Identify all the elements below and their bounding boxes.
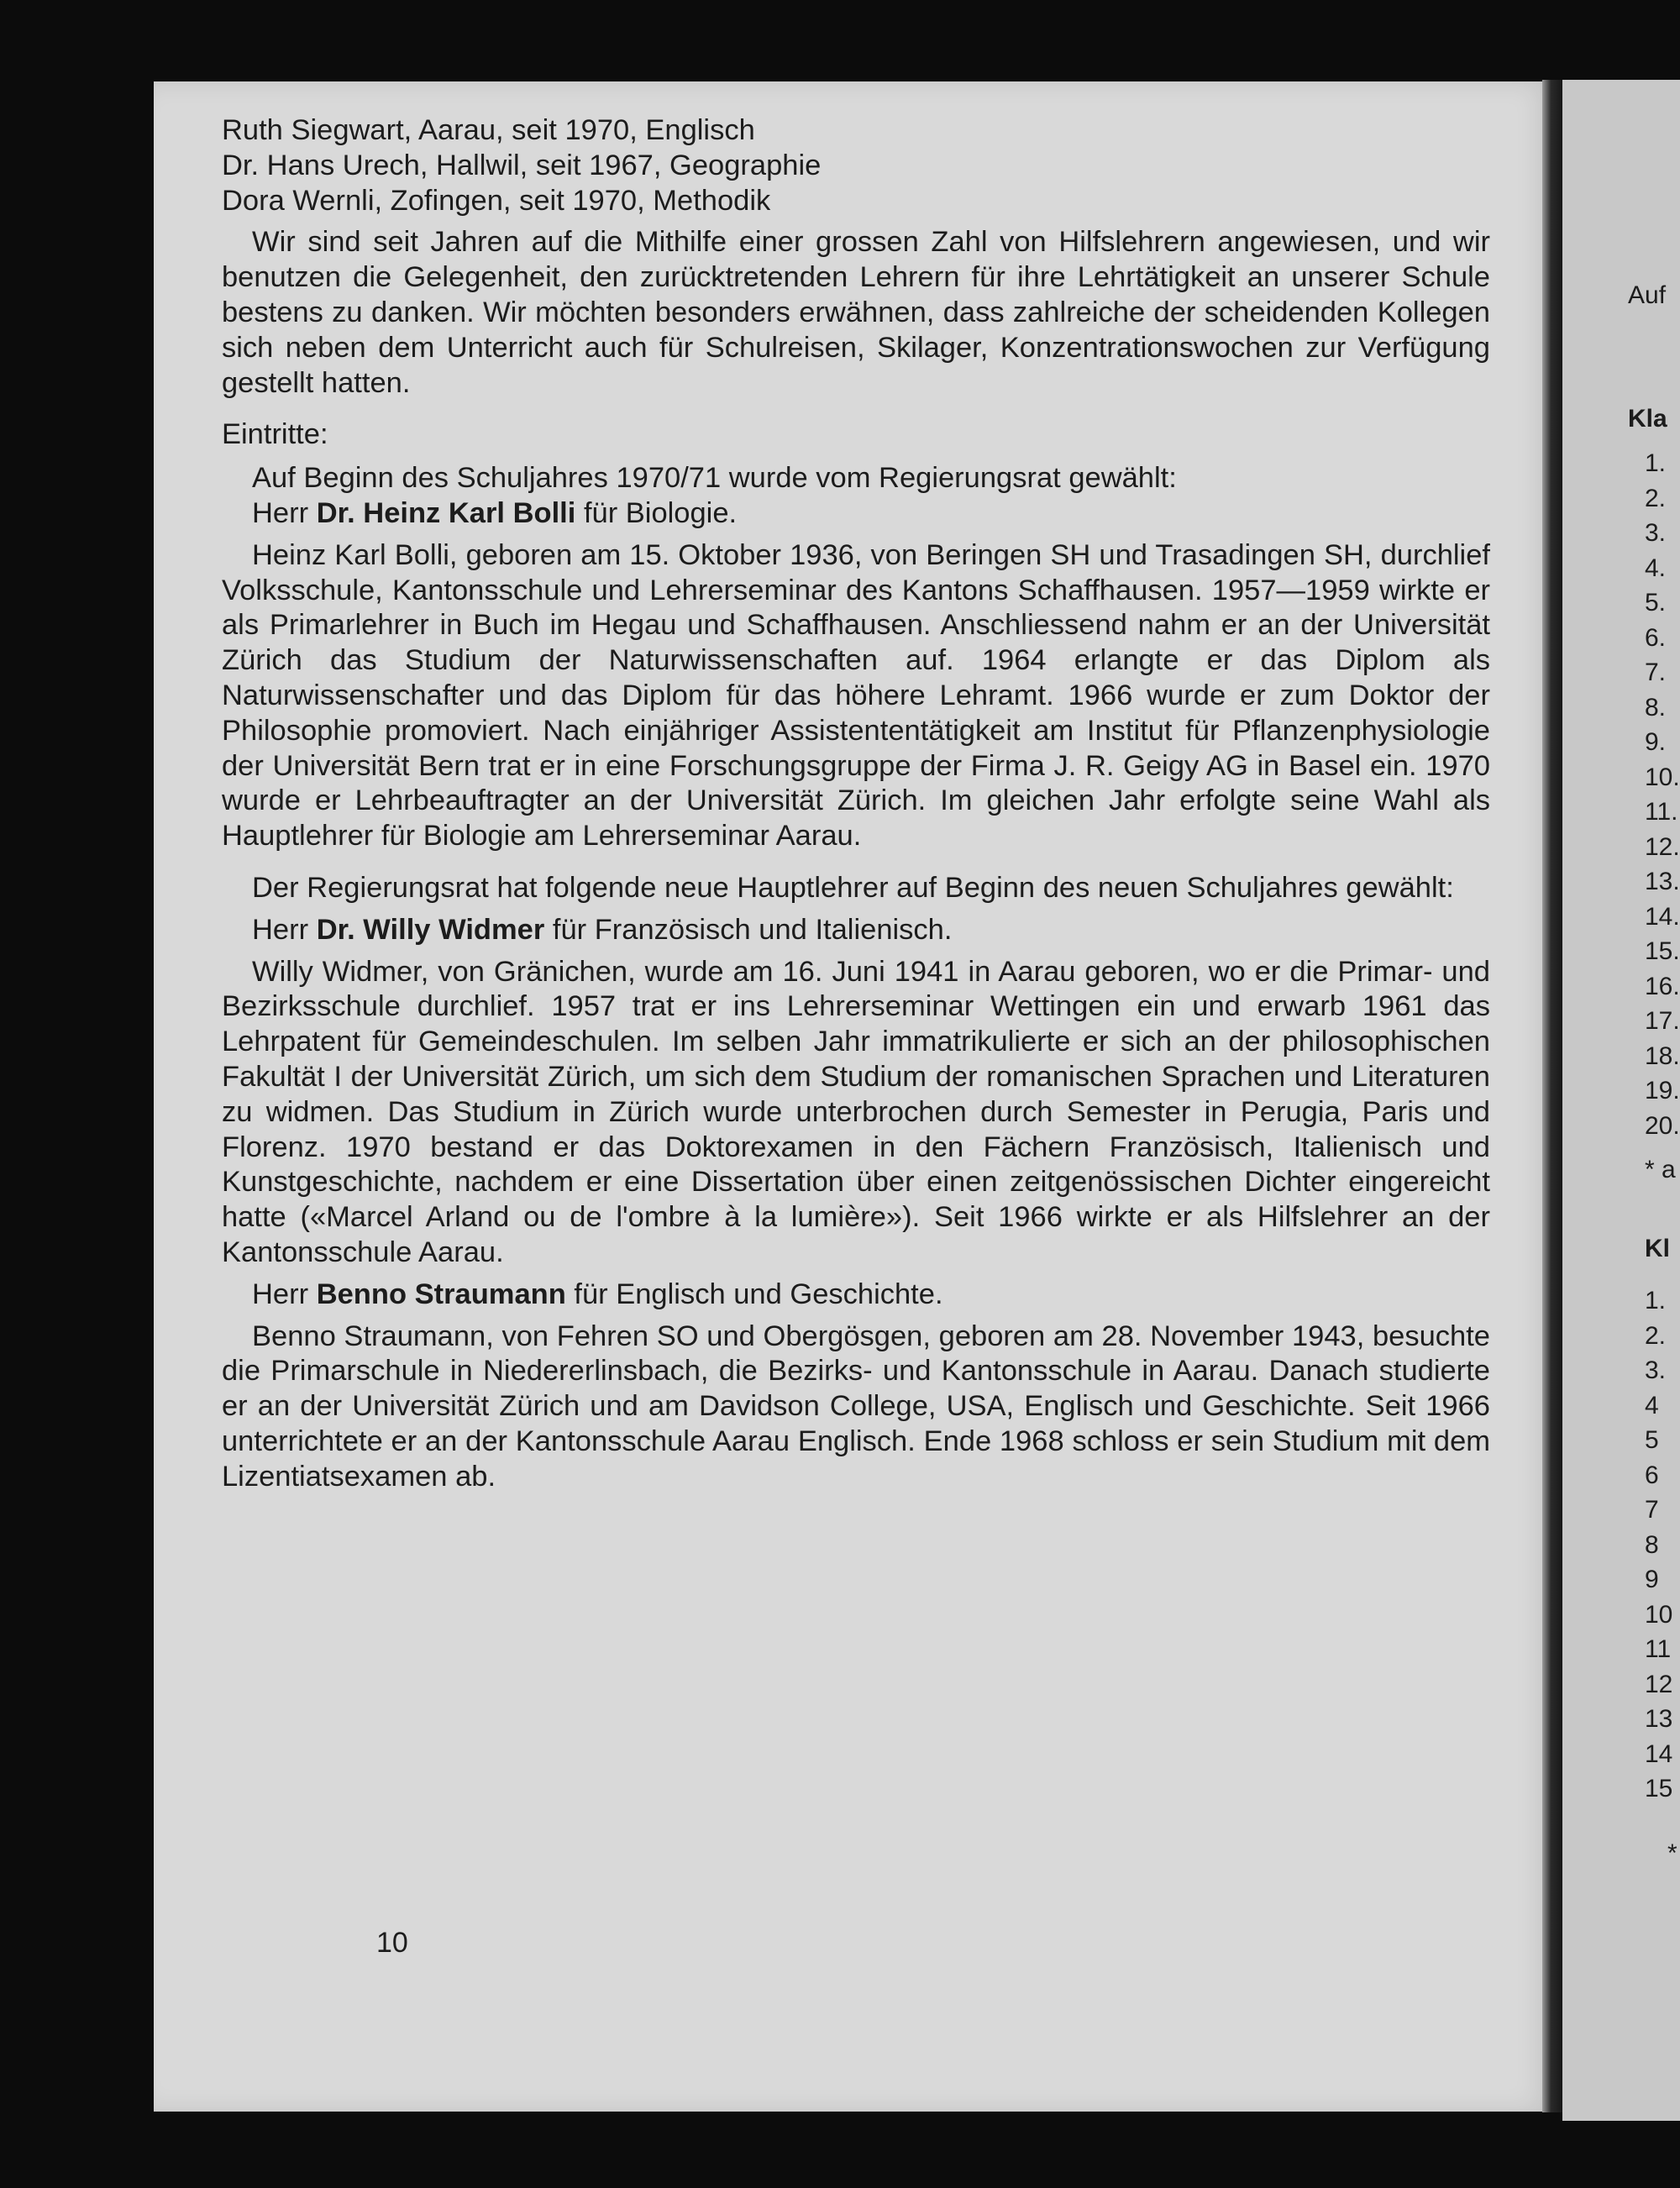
right-page-heading-2: Kl xyxy=(1645,1235,1670,1262)
right-page-list-1-item-7: 7. xyxy=(1645,658,1667,686)
name-widmer: Dr. Willy Widmer xyxy=(316,913,545,946)
staff-line-siegwart: Ruth Siegwart, Aarau, seit 1970, Englisch xyxy=(222,114,755,146)
right-page-list-1-item-3: 3. xyxy=(1645,519,1667,547)
right-page-list-2-item-5: 5 xyxy=(1645,1426,1659,1454)
right-page-list-2-item-8: 8 xyxy=(1645,1530,1659,1559)
right-page-list-1-item-15: 15. xyxy=(1645,937,1680,965)
right-page-note-1: * a xyxy=(1645,1156,1676,1183)
right-page-list-1-item-13: 13. xyxy=(1645,868,1680,895)
staff-line-urech: Dr. Hans Urech, Hallwil, seit 1967, Geographie xyxy=(222,149,822,181)
right-page-list-1-item-9: 9. xyxy=(1645,728,1667,756)
appointment-bolli: Herr Dr. Heinz Karl Bolli für Biologie. xyxy=(252,496,738,529)
right-page-list-1-item-20: 20. xyxy=(1645,1111,1680,1140)
right-page-list-1-item-4: 4. xyxy=(1645,554,1667,582)
right-page-list-1-item-6: 6. xyxy=(1645,623,1667,652)
right-page-list-2-item-14: 14 xyxy=(1645,1739,1673,1768)
appointment-straumann: Herr Benno Straumann für Englisch und Geschichte. xyxy=(252,1278,943,1310)
book-gutter xyxy=(1542,80,1564,2112)
name-straumann: Benno Straumann xyxy=(316,1278,566,1310)
right-page-list-1-item-2: 2. xyxy=(1645,484,1667,512)
appointment-widmer: Herr Dr. Willy Widmer für Französisch und Italienisch. xyxy=(252,913,953,946)
paragraph-thanks: Wir sind seit Jahren auf die Mithilfe einer grossen Zahl von Hilfslehrern angewiesen, und wir benutzen die Gelegenheit, den zurücktretenden Lehrern für ihre Lehrtätigkeit an unserer Schule bestens zu danken. Wir möchten besonders erwähnen, dass zahlreiche der scheidenden Kollegen sich neben dem Unterricht auch für Schulreisen, Skilager, Konzentrationswochen zur Verfügung gestellt hatten. xyxy=(222,226,1490,399)
right-page-list-2-item-10: 10 xyxy=(1645,1600,1673,1629)
right-page-list-2-item-4: 4 xyxy=(1645,1391,1659,1419)
staff-line-wernli: Dora Wernli, Zofingen, seit 1970, Methodik xyxy=(222,184,771,217)
right-page-note-2: * xyxy=(1667,1839,1677,1867)
right-page-top-word: Auf xyxy=(1628,281,1667,309)
right-page-list-2-item-12: 12 xyxy=(1645,1670,1673,1698)
right-page-list-1-item-5: 5. xyxy=(1645,589,1667,617)
right-page-list-2-item-13: 13 xyxy=(1645,1705,1673,1733)
right-page-list-1-item-19: 19. xyxy=(1645,1077,1680,1104)
right-page-list-1-item-1: 1. xyxy=(1645,449,1667,477)
right-page-list-1-item-17: 17. xyxy=(1645,1007,1680,1035)
bio-straumann: Benno Straumann, von Fehren SO und Obergösgen, geboren am 28. November 1943, besuchte die Primarschule in Niedererlinsbach, die Bezirks- und Kantonsschule in Aarau. Danach studierte er an der Universität Zürich und am Davidson College, USA, Englisch und Geschichte. Seit 1966 unterrichtete er an der Kantonsschule Aarau Englisch. Ende 1968 schloss er sein Studium mit dem Lizentiatsexamen ab. xyxy=(222,1320,1490,1493)
bio-bolli: Heinz Karl Bolli, geboren am 15. Oktober 1936, von Beringen SH und Trasadingen SH, durchlief Volksschule, Kantonsschule und Lehrerseminar des Kantons Schaffhausen. 1957—1959 wirkte er als Primarlehrer in Buch im Hegau und Schaffhausen. Anschliessend nahm er an der Universität Zürich das Studium der Naturwissenschaften auf. 1964 erlangte er das Diplom als Naturwissenschafter und das Diplom für das höhere Lehramt. 1966 wurde er zum Doktor der Philosophie promoviert. Nach einjähriger Assistententätigkeit am Institut für Pflanzenphysiologie der Universität Bern trat er in eine Forschungsgruppe der Firma J. R. Geigy AG in Basel ein. 1970 wurde er Lehrbeauftragter an der Universität Zürich. Im gleichen Jahr erfolgte seine Wahl als Hauptlehrer für Biologie am Lehrerseminar Aarau. xyxy=(222,538,1490,853)
right-page-list-1-item-16: 16. xyxy=(1645,972,1680,1000)
right-page-list-1-item-10: 10. xyxy=(1645,763,1680,791)
right-page-list-2-item-11: 11 xyxy=(1645,1635,1672,1663)
name-bolli: Dr. Heinz Karl Bolli xyxy=(316,496,576,529)
bio-widmer: Willy Widmer, von Gränichen, wurde am 16. Juni 1941 in Aarau geboren, wo er die Primar- und Bezirksschule durchlief. 1957 trat er ins Lehrerseminar Wettingen ein und erwarb 1961 das Lehrpatent für Gemeindeschulen. Im selben Jahr immatrikulierte er sich an der philosophischen Fakultät I der Universität Zürich, um sich dem Studium der romanischen Sprachen und Literaturen zu widmen. Das Studium in Zürich wurde unterbrochen durch Semester in Perugia, Paris und Florenz. 1970 bestand er das Doktorexamen in den Fächern Französisch, Italienisch und Kunstgeschichte, nachdem er eine Dissertation über einen zeitgenössischen Dichter eingereicht hatte («Marcel Arland ou de l'ombre à la lumière»). Seit 1966 wirkte er als Hilfslehrer an der Kantonsschule Aarau. xyxy=(222,955,1490,1268)
right-page-list-2-item-7: 7 xyxy=(1645,1496,1659,1524)
right-page-list-2-item-6: 6 xyxy=(1645,1461,1659,1489)
page-body xyxy=(222,113,1490,1494)
election-statement-2: Der Regierungsrat hat folgende neue Hauptlehrer auf Beginn des neuen Schuljahres gewählt: xyxy=(252,871,1454,904)
right-page-list-1-item-12: 12. xyxy=(1645,832,1680,861)
right-page-list-2-item-15: 15 xyxy=(1645,1775,1673,1802)
right-page-list-2-item-3: 3. xyxy=(1645,1356,1667,1384)
right-page-list-1-item-8: 8. xyxy=(1645,693,1667,721)
eintritte-heading: Eintritte: xyxy=(222,418,328,451)
election-statement-1: Auf Beginn des Schuljahres 1970/71 wurde vom Regierungsrat gewählt: xyxy=(252,462,1177,495)
right-page-list-2-item-9: 9 xyxy=(1645,1566,1659,1593)
page-number: 10 xyxy=(376,1927,408,1959)
right-page-list-1-item-11: 11. xyxy=(1645,798,1678,826)
right-page-list-2-item-2: 2. xyxy=(1645,1321,1667,1350)
right-page-list-1-item-14: 14. xyxy=(1645,902,1680,931)
right-page-heading-1: Kla xyxy=(1628,405,1667,433)
right-page-list-1-item-18: 18. xyxy=(1645,1042,1680,1070)
right-page-list-2-item-1: 1. xyxy=(1645,1287,1667,1314)
